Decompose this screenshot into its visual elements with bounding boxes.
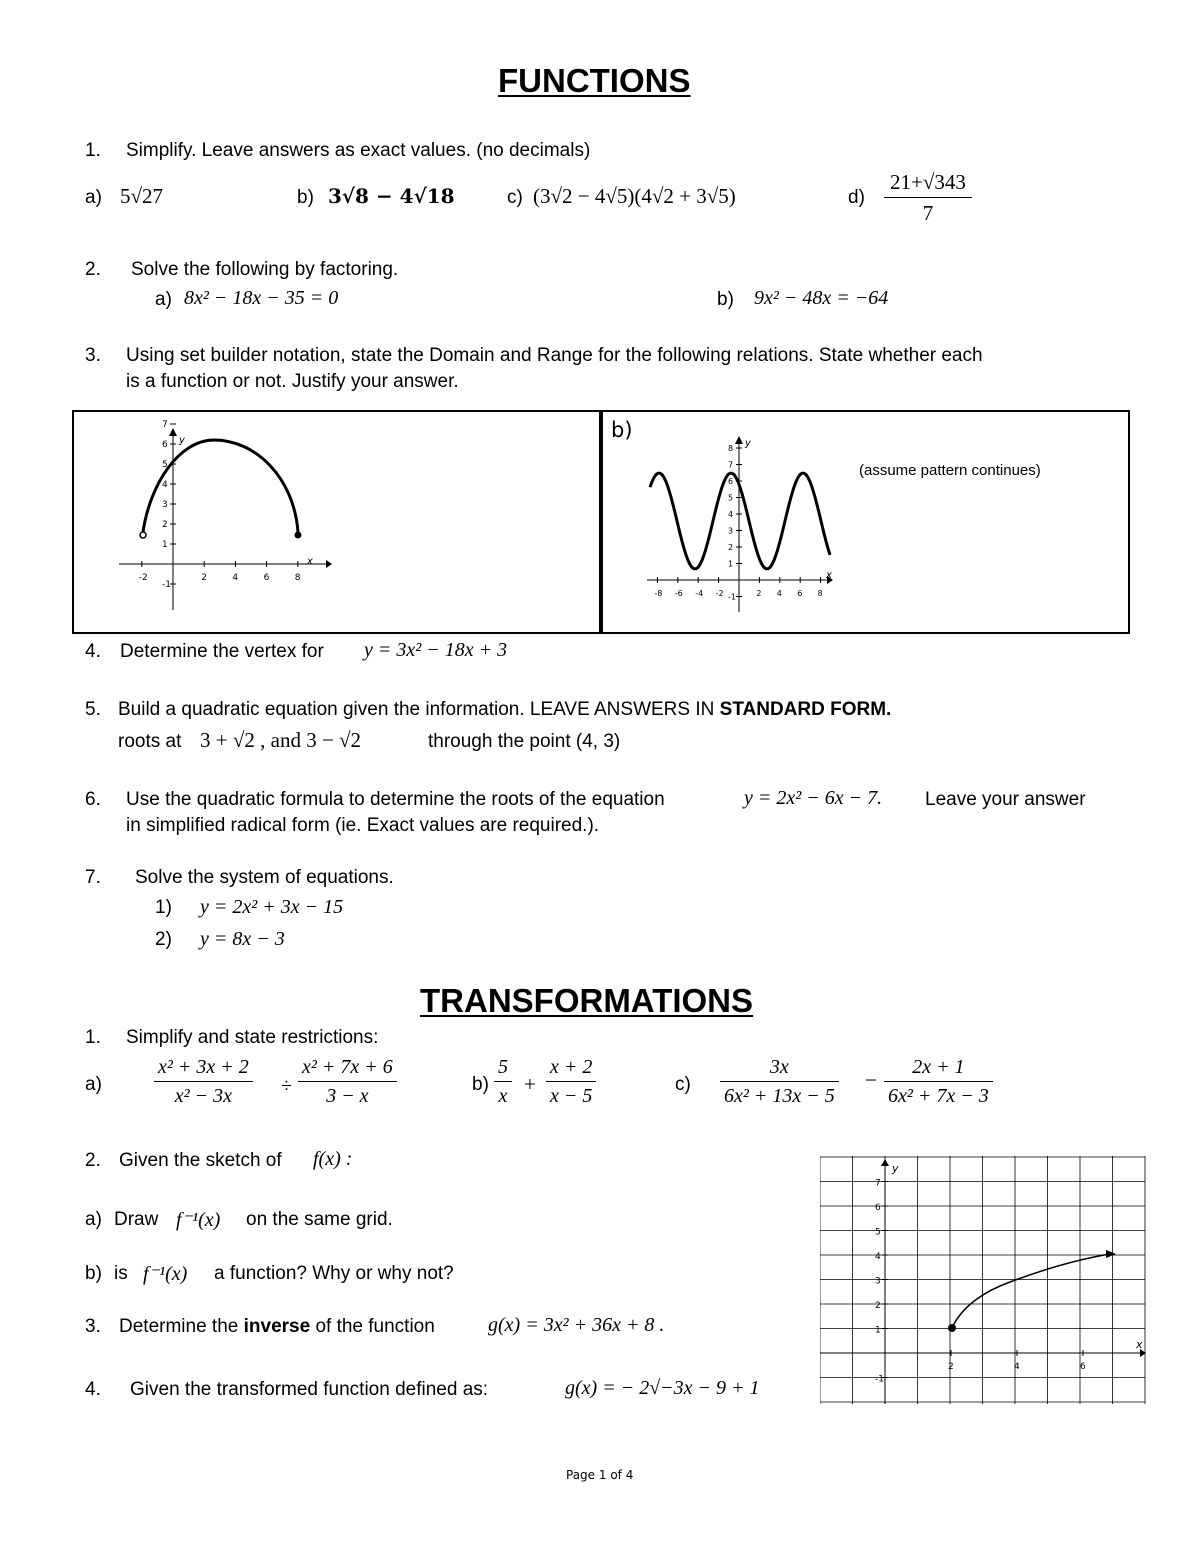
t-question-3-text	[119, 1316, 435, 1338]
t-q1b-denominator-1: x	[498, 1085, 508, 1107]
functions-heading: FUNCTIONS	[498, 62, 691, 99]
graph-b-x-tick-label: 6	[797, 589, 803, 598]
transformations-heading: TRANSFORMATIONS	[420, 982, 754, 1019]
page-number: Page 1 of 4	[566, 1468, 634, 1482]
question-1-text: Simplify. Leave answers as exact values. (no decimals)	[126, 140, 591, 161]
fx-y-tick-label: 4	[875, 1252, 881, 1262]
graph-a-y-label: y	[179, 435, 185, 446]
fx-start-point	[948, 1324, 956, 1332]
t-question-4-number: 4.	[85, 1379, 101, 1400]
graph-b-x-tick-label: -6	[674, 589, 683, 598]
question-5-roots-suffix: through the point (4, 3)	[428, 731, 621, 752]
graph-b-y-tick-label: 3	[728, 526, 734, 536]
graph-a-y-tick-label: 5	[162, 460, 168, 470]
t-q1c-denominator-2: 6x² + 7x − 3	[888, 1085, 989, 1107]
question-5-text-bold: STANDARD FORM.	[719, 699, 892, 720]
graph-b-y-tick-label: 1	[728, 559, 734, 569]
graph-a-box	[72, 410, 603, 634]
q2a-expression: 8x² − 18x − 35 = 0	[184, 287, 339, 309]
t-q1a-denominator-1: x² − 3x	[174, 1085, 232, 1107]
fx-y-tick-label: 2	[875, 1301, 881, 1311]
t-question-1-number: 1.	[85, 1027, 101, 1048]
q1c-label: c)	[507, 187, 523, 208]
graph-a-x-tick-label: -2	[138, 573, 148, 583]
question-3-line1: Using set builder notation, state the Domain and Range for the following relations. State whether each	[126, 345, 983, 366]
graph-a-open-endpoint	[140, 532, 146, 538]
t-q1a-label: a)	[85, 1074, 102, 1095]
question-4-number: 4.	[85, 641, 101, 662]
fx-y-tick-label: 7	[875, 1178, 881, 1189]
graph-a-y-tick-label: 4	[162, 480, 168, 490]
t-q2a-expression: f⁻¹(x)	[176, 1209, 221, 1231]
graph-b-label: b)	[611, 418, 633, 442]
t-q2b-text-b: a function? Why or why not?	[214, 1263, 454, 1284]
graph-b-y-tick-label: 2	[728, 543, 734, 552]
question-7-number: 7.	[85, 867, 101, 888]
t-q1b-operator: +	[524, 1072, 536, 1096]
question-6-line2: in simplified radical form (ie. Exact values are required.).	[126, 815, 600, 836]
t-q2a-label: a)	[85, 1209, 102, 1230]
graph-a-y-arrow	[169, 428, 177, 436]
t-question-3-text-a: Determine the	[119, 1316, 244, 1337]
question-1-number: 1.	[85, 140, 101, 161]
question-6-number: 6.	[85, 789, 101, 810]
t-q1b-numerator-1: 5	[494, 1056, 512, 1082]
fx-end-arrow	[1106, 1250, 1116, 1258]
graph-b-x-tick-label: 2	[756, 589, 762, 598]
q1c-expression: (3√2 − 4√5)(4√2 + 3√5)	[533, 184, 736, 208]
fx-x-tick-label: 4	[1014, 1362, 1020, 1372]
graph-b-y-arrow	[735, 436, 743, 444]
question-5-roots-expression: 3 + √2 , and 3 − √2	[200, 728, 362, 752]
t-question-3-number: 3.	[85, 1316, 101, 1337]
q1d-numerator: 21+√343	[884, 170, 972, 198]
graph-b-y-tick-label: 6	[728, 477, 734, 486]
q1b-label: b)	[297, 187, 314, 208]
t-question-3-text-bold: inverse	[243, 1316, 311, 1337]
q7-eq2: y = 8x − 3	[200, 928, 285, 950]
t-q1b-fraction-1	[494, 1056, 512, 1108]
fx-y-tick-label: -1	[875, 1374, 884, 1385]
t-question-1-text: Simplify and state restrictions:	[126, 1027, 379, 1048]
q1d-denominator: 7	[922, 201, 934, 225]
t-question-3-text-b: of the function	[310, 1316, 435, 1337]
graph-b-y-tick-label: 5	[728, 493, 734, 503]
q2b-expression: 9x² − 48x = −64	[754, 287, 889, 309]
t-question-3-expression: g(x) = 3x² + 36x + 8 .	[488, 1314, 665, 1336]
q7-eq1-label: 1)	[155, 897, 172, 918]
graph-b-x-label: x	[826, 570, 832, 581]
q2a-label: a)	[155, 289, 172, 310]
t-question-4-expression: g(x) = − 2√−3x − 9 + 1	[565, 1377, 760, 1399]
fx-y-ticks	[875, 1179, 888, 1385]
q2b-label: b)	[717, 289, 734, 310]
question-5-text-a: Build a quadratic equation given the information. LEAVE ANSWERS IN	[118, 699, 720, 720]
graph-a-y-tick-label: 1	[162, 540, 168, 550]
fx-y-tick-label: 6	[875, 1203, 881, 1213]
t-question-2-expression: f(x) :	[313, 1148, 353, 1170]
graph-a	[74, 412, 601, 632]
question-6-text-b: Leave your answer	[925, 789, 1086, 810]
graph-b-y-ticks	[728, 444, 742, 602]
graph-b-y-tick-label: 4	[728, 510, 734, 519]
graph-a-x-tick-label: 4	[232, 573, 239, 583]
graph-a-x-label: x	[307, 556, 313, 567]
question-3-number: 3.	[85, 345, 101, 366]
graph-b-y-tick-label: 7	[728, 460, 734, 470]
t-q1c-operator: −	[865, 1068, 877, 1092]
fx-grid-graph	[820, 1156, 1150, 1406]
graph-b-x-tick-label: -2	[715, 589, 724, 598]
t-q1a-numerator-2: x² + 7x + 6	[298, 1056, 397, 1082]
question-6-text-a: Use the quadratic formula to determine the roots of the equation	[126, 789, 665, 810]
graph-b-y-tick-label: 8	[728, 444, 734, 453]
graph-b-x-tick-label: -8	[654, 589, 663, 598]
graph-a-y-tick-label: 6	[162, 440, 168, 450]
t-q1c-fraction-2	[884, 1056, 993, 1108]
t-q2a-text-a: Draw	[114, 1209, 159, 1230]
graph-a-x-tick-label: 2	[201, 573, 207, 583]
graph-b-x-tick-label: 8	[817, 589, 823, 598]
t-q1a-denominator-2: 3 − x	[326, 1085, 369, 1107]
fx-grid-lines	[820, 1156, 1145, 1404]
t-question-2-text: Given the sketch of	[119, 1150, 282, 1171]
question-7-text: Solve the system of equations.	[135, 867, 394, 888]
t-q1b-fraction-2	[546, 1056, 596, 1108]
question-4-text: Determine the vertex for	[120, 641, 324, 662]
question-5-text	[118, 699, 891, 721]
fx-y-label: y	[892, 1162, 899, 1175]
t-question-4-text: Given the transformed function defined as:	[130, 1379, 489, 1400]
q1a-expression: 5√27	[120, 184, 164, 208]
q7-eq1: y = 2x² + 3x − 15	[200, 896, 344, 918]
fx-x-tick-label: 2	[948, 1362, 954, 1372]
t-question-2-number: 2.	[85, 1150, 101, 1171]
graph-b	[601, 412, 1128, 632]
question-6-expression: y = 2x² − 6x − 7.	[744, 787, 883, 809]
question-2-number: 2.	[85, 259, 101, 280]
q1b-expression: 3√8 − 4√18	[328, 184, 455, 208]
graph-b-y-tick-label: -1	[728, 592, 736, 602]
fx-y-tick-label: 5	[875, 1227, 881, 1238]
question-2-text: Solve the following by factoring.	[131, 259, 399, 280]
q1d-label: d)	[848, 187, 865, 208]
t-q1a-operator: ÷	[281, 1075, 292, 1097]
q1a-label: a)	[85, 187, 102, 208]
graph-a-x-tick-label: 6	[263, 573, 270, 583]
graph-a-x-tick-label: 8	[294, 573, 301, 583]
t-q1c-denominator-1: 6x² + 13x − 5	[724, 1085, 835, 1107]
q7-eq2-label: 2)	[155, 929, 172, 950]
t-q1c-fraction-1	[720, 1056, 839, 1108]
t-q1a-fraction-2	[298, 1056, 397, 1108]
t-q2b-label: b)	[85, 1263, 102, 1284]
fx-y-arrow	[881, 1159, 889, 1166]
fx-x-tick-label: 6	[1080, 1362, 1086, 1372]
graph-a-closed-endpoint	[295, 532, 302, 539]
question-5-roots-prefix: roots at	[118, 731, 182, 752]
t-q2b-expression: f⁻¹(x)	[143, 1263, 188, 1285]
question-3-line2: is a function or not. Justify your answer.	[126, 371, 459, 392]
t-q1b-denominator-2: x − 5	[550, 1085, 593, 1107]
graph-a-y-tick-label: 7	[162, 420, 168, 430]
fx-curve	[952, 1254, 1110, 1328]
graph-b-x-tick-label: -4	[695, 589, 704, 598]
question-4-expression: y = 3x² − 18x + 3	[364, 639, 508, 661]
t-q1a-numerator-1: x² + 3x + 2	[154, 1056, 253, 1082]
graph-b-x-tick-label: 4	[776, 589, 782, 598]
graph-a-y-tick-label: 3	[162, 500, 168, 510]
q1d-fraction	[884, 170, 972, 226]
t-q1c-numerator-1: 3x	[720, 1056, 839, 1082]
graph-b-y-label: y	[745, 438, 751, 449]
t-q1c-label: c)	[675, 1074, 691, 1095]
fx-x-label: x	[1136, 1338, 1143, 1351]
t-q2b-text-a: is	[114, 1263, 128, 1284]
graph-a-y-tick-label: -1	[162, 580, 171, 590]
fx-y-tick-label: 1	[875, 1325, 881, 1336]
t-q1c-numerator-2: 2x + 1	[884, 1056, 993, 1082]
question-5-number: 5.	[85, 699, 101, 720]
t-q1b-numerator-2: x + 2	[546, 1056, 596, 1082]
graph-a-y-tick-label: 2	[162, 520, 168, 530]
t-q1b-label: b)	[472, 1074, 489, 1095]
graph-b-box	[599, 410, 1130, 634]
graph-b-note: (assume pattern continues)	[859, 462, 1041, 479]
graph-b-wave	[650, 473, 830, 569]
graph-a-x-arrow	[326, 560, 332, 568]
fx-y-tick-label: 3	[875, 1276, 881, 1287]
t-q1a-fraction-1	[154, 1056, 253, 1108]
t-q2a-text-b: on the same grid.	[246, 1209, 393, 1230]
